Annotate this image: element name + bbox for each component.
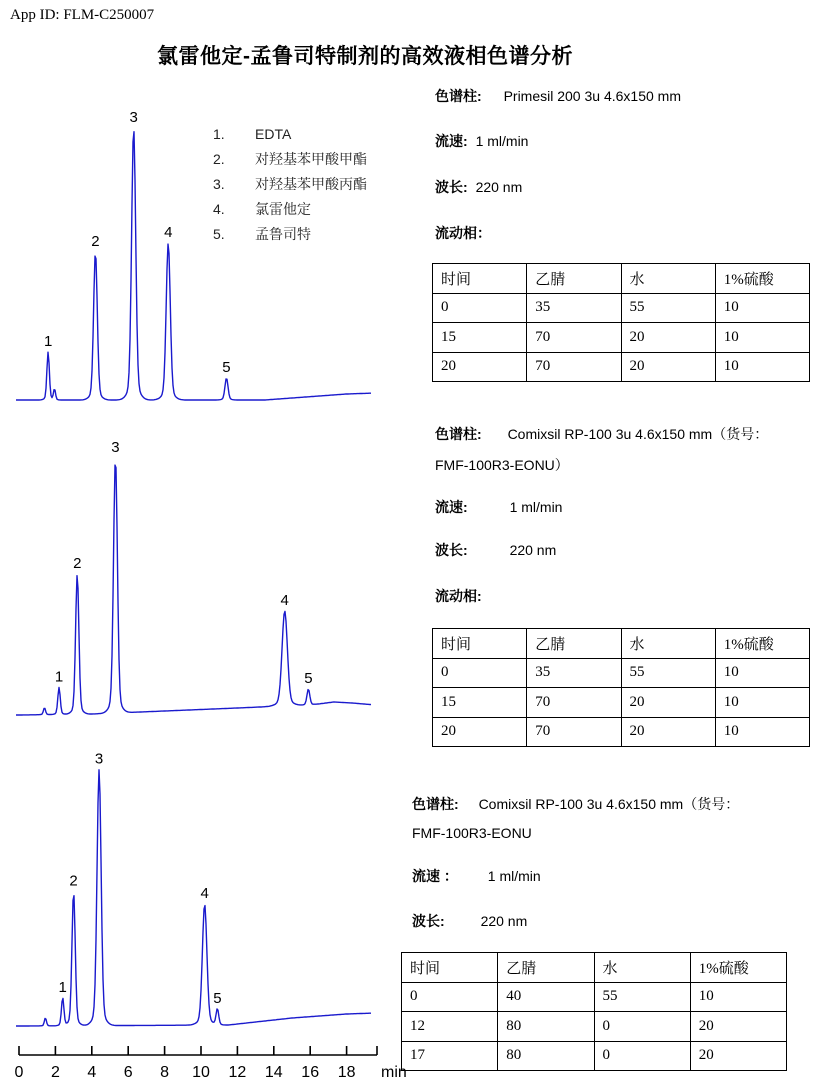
- table-cell: 70: [527, 717, 621, 747]
- table-cell: 15: [433, 323, 527, 353]
- table-cell: 0: [402, 982, 498, 1012]
- peak-label: 2: [69, 872, 78, 890]
- peak-label: 2: [91, 233, 100, 250]
- flow-rate-value: 1 ml/min: [487, 868, 541, 884]
- column-value: Primesil 200 3u 4.6x150 mm: [503, 88, 681, 104]
- table-header-cell: 时间: [433, 629, 527, 659]
- peak-label: 4: [200, 885, 209, 903]
- trace-line: [16, 132, 371, 400]
- mobile-phase-label: 流动相:: [435, 588, 482, 604]
- axis-tick-label: 10: [192, 1064, 210, 1081]
- table-cell: 12: [402, 1012, 498, 1042]
- app-id-text: App ID: FLM-C250007: [10, 7, 155, 23]
- peak-label: 1: [43, 333, 53, 350]
- section1-flow-line: [435, 131, 528, 151]
- chromatogram-3: [0, 742, 410, 1092]
- section3-flow-line: [412, 866, 541, 886]
- legend-item-label: 对羟基苯甲酸甲酯: [255, 151, 367, 167]
- column-value: Comixsil RP-100 3u 4.6x150 mm: [478, 796, 684, 812]
- flow-rate-label: 流速 ：: [412, 868, 458, 884]
- table-cell: 20: [621, 717, 715, 747]
- table-header-cell: 1%硫酸: [690, 953, 786, 983]
- chromatogram-trace-svg: [0, 100, 410, 410]
- chromatogram-1: [0, 100, 410, 410]
- axis-tick-label: 16: [301, 1064, 320, 1081]
- legend-item-label: 氯雷他定: [255, 201, 311, 217]
- table-header-cell: 乙腈: [527, 264, 621, 294]
- table-cell: 0: [594, 1041, 690, 1071]
- chromatogram-trace-svg: [0, 418, 410, 720]
- section2-column-line2: [435, 455, 569, 475]
- table-cell: 55: [621, 658, 715, 688]
- table-cell: 10: [715, 658, 809, 688]
- table-cell: 10: [715, 323, 809, 353]
- legend-item-number: 2.: [213, 151, 225, 167]
- flow-rate-label: 流速:: [435, 133, 468, 149]
- section1-mobile-phase-line: [435, 223, 491, 243]
- table-cell: 70: [527, 323, 621, 353]
- table-cell: 20: [433, 717, 527, 747]
- column-label: 色谱柱:: [412, 796, 459, 812]
- section3-column-line: [412, 794, 739, 814]
- mobile-phase-label: 流动相：: [435, 225, 491, 241]
- flow-rate-value: 1 ml/min: [509, 499, 563, 515]
- section2-wavelength-line: [435, 540, 556, 560]
- legend-item-label: 对羟基苯甲酸丙酯: [255, 176, 367, 192]
- axis-tick-label: 6: [123, 1064, 133, 1081]
- axis-tick-label: 18: [337, 1064, 356, 1081]
- chromatogram-2: [0, 418, 410, 720]
- axis-tick-label: 14: [264, 1064, 283, 1081]
- column-catalog-prefix: （货号：: [712, 428, 769, 443]
- axis-tick-label: 12: [228, 1064, 247, 1081]
- table-cell: 0: [433, 658, 527, 688]
- axis-tick-label: 8: [160, 1064, 170, 1081]
- legend-item-number: 3.: [213, 176, 225, 192]
- axis-tick-label: 0: [14, 1064, 24, 1081]
- peak-label: 5: [304, 670, 313, 688]
- wavelength-value: 220 nm: [480, 913, 528, 929]
- axis-unit-label: min: [381, 1064, 407, 1081]
- axis-tick-label: 4: [87, 1064, 97, 1081]
- table-cell: 35: [527, 658, 621, 688]
- table-cell: 55: [621, 293, 715, 323]
- axis-tick-label: 2: [50, 1064, 60, 1081]
- table-cell: 20: [621, 688, 715, 718]
- section2-mobile-phase-line: [435, 586, 482, 606]
- peak-label: 3: [129, 109, 138, 126]
- table-cell: 10: [715, 688, 809, 718]
- table-cell: 35: [527, 293, 621, 323]
- legend-item-number: 5.: [213, 226, 225, 242]
- peak-label: 5: [222, 359, 231, 376]
- peak-label: 4: [280, 591, 289, 609]
- wavelength-label: 波长:: [435, 179, 468, 195]
- table-header-cell: 水: [621, 629, 715, 659]
- chromatogram-trace-svg: [0, 742, 410, 1092]
- table-cell: 20: [433, 352, 527, 382]
- wavelength-value: 220 nm: [509, 542, 557, 558]
- table-header-cell: 1%硫酸: [715, 629, 809, 659]
- table-cell: 70: [527, 352, 621, 382]
- trace-line: [16, 465, 371, 715]
- table-cell: 20: [690, 1012, 786, 1042]
- table-header-cell: 乙腈: [527, 629, 621, 659]
- table-cell: 80: [498, 1012, 594, 1042]
- table-header-cell: 水: [621, 264, 715, 294]
- column-catalog-number: FMF-100R3-EONU）: [435, 457, 569, 473]
- flow-rate-label: 流速:: [435, 499, 468, 515]
- table-cell: 80: [498, 1041, 594, 1071]
- table-header-cell: 1%硫酸: [715, 264, 809, 294]
- table-cell: 0: [433, 293, 527, 323]
- legend-item-label: EDTA: [255, 126, 292, 142]
- wavelength-label: 波长:: [435, 542, 468, 558]
- mobile-phase-table-3: [401, 952, 787, 1071]
- section1-column-line: [435, 86, 681, 106]
- section3-column-line2: [412, 825, 532, 841]
- page-title: 氯雷他定-孟鲁司特制剂的高效液相色谱分析: [157, 45, 573, 68]
- legend-item-number: 4.: [213, 201, 225, 217]
- legend-item-label: 孟鲁司特: [255, 226, 311, 242]
- table-cell: 20: [621, 352, 715, 382]
- wavelength-label: 波长:: [412, 913, 445, 929]
- peak-label: 5: [213, 990, 222, 1008]
- section3-wavelength-line: [412, 911, 527, 931]
- column-value: Comixsil RP-100 3u 4.6x150 mm: [507, 426, 713, 442]
- mobile-phase-table-2: [432, 628, 810, 747]
- table-header-cell: 水: [594, 953, 690, 983]
- column-label: 色谱柱:: [435, 426, 482, 442]
- peak-label: 3: [111, 439, 120, 457]
- peak-label: 1: [54, 668, 64, 686]
- column-catalog-prefix: （货号：: [683, 798, 740, 813]
- table-header-cell: 乙腈: [498, 953, 594, 983]
- column-label: 色谱柱:: [435, 88, 482, 104]
- peak-label: 4: [164, 224, 173, 241]
- wavelength-value: 220 nm: [475, 179, 523, 195]
- column-catalog-number: FMF-100R3-EONU: [412, 825, 532, 841]
- flow-rate-value: 1 ml/min: [475, 133, 529, 149]
- table-cell: 10: [715, 352, 809, 382]
- table-cell: 10: [690, 982, 786, 1012]
- time-axis: [15, 1046, 407, 1081]
- table-cell: 70: [527, 688, 621, 718]
- section2-column-line: [435, 424, 768, 444]
- peak-label: 2: [73, 555, 82, 573]
- table-cell: 20: [621, 323, 715, 353]
- table-cell: 17: [402, 1041, 498, 1071]
- table-cell: 20: [690, 1041, 786, 1071]
- table-cell: 0: [594, 1012, 690, 1042]
- table-cell: 15: [433, 688, 527, 718]
- table-cell: 55: [594, 982, 690, 1012]
- table-cell: 10: [715, 293, 809, 323]
- table-header-cell: 时间: [402, 953, 498, 983]
- trace-line: [16, 770, 371, 1026]
- table-cell: 10: [715, 717, 809, 747]
- mobile-phase-table-1: [432, 263, 810, 382]
- section1-wavelength-line: [435, 177, 522, 197]
- table-cell: 40: [498, 982, 594, 1012]
- section2-flow-line: [435, 497, 562, 517]
- legend-item-number: 1.: [213, 126, 225, 142]
- peak-label: 3: [94, 750, 104, 768]
- peak-label: 1: [58, 978, 67, 996]
- table-header-cell: 时间: [433, 264, 527, 294]
